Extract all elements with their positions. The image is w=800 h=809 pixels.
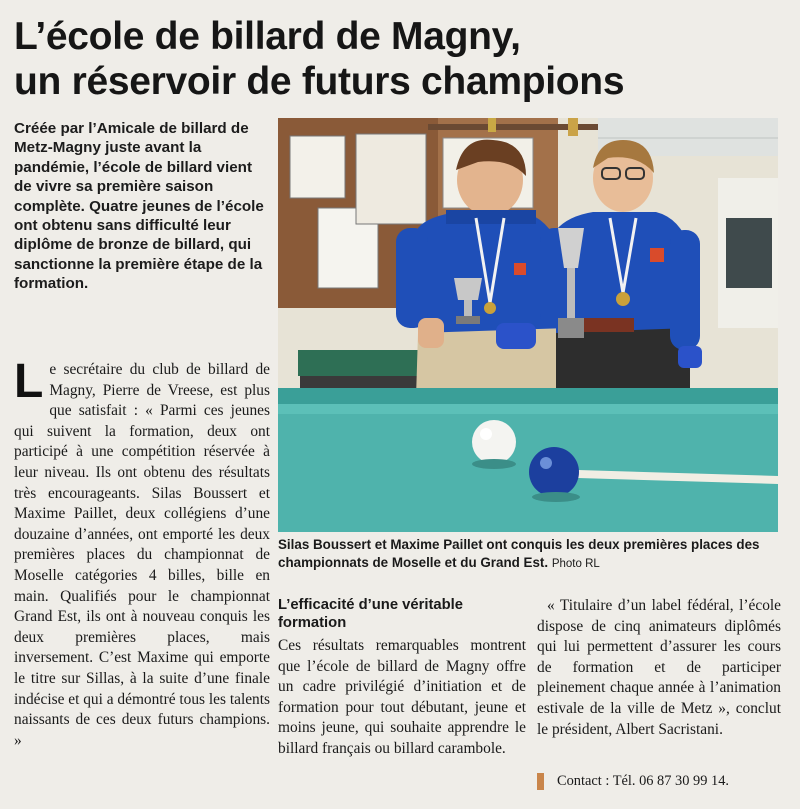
body-column-1 — [14, 355, 271, 751]
dropcap: L — [14, 355, 44, 408]
contact-text: Contact : Tél. 06 87 30 99 14. — [557, 773, 730, 789]
lead-paragraph: Créée par l’Amicale de billard de Metz-Magny juste avant la pandémie, l’école de billard vient de vivre sa première saison complète. Quatre jeunes de l’école ont obtenu sans difficulté leur diplôme de bronze de billard, qui sanctionne la première étape de la formation. — [14, 120, 264, 293]
photo-caption — [278, 536, 778, 573]
body-text-3: « Titulaire d’un label fédéral, l’école dispose de cinq animateurs diplômés qui lui permettent d’assurer les cours de formation et de participer pleinement chaque année à l’animation estivale de la ville de Metz », conclut le président, Albert Sacristani. — [537, 597, 781, 738]
contact-line — [537, 770, 781, 792]
accent-bar — [537, 773, 544, 790]
body-column-3 — [537, 596, 781, 740]
headline-line-2: un réservoir de futurs champions — [14, 60, 625, 103]
photo-illustration — [278, 118, 778, 532]
body-column-2: Ces résultats remarquables montrent que l’école de billard de Magny offre un cadre privilégié d’initiation et de formation pour tout débutant, jeune et moins jeune, qui souhaite apprendre le billard français ou billard carambole. — [278, 637, 526, 757]
section-subhead: L’efficacité d’une véritable formation — [278, 597, 464, 631]
article-photo — [278, 118, 778, 532]
caption-text: Silas Boussert et Maxime Paillet ont conquis les deux premières places des championnats de Moselle et du Grand Est. — [278, 537, 760, 570]
headline-line-1: L’école de billard de Magny, — [14, 15, 521, 58]
photo-credit: Photo RL — [551, 557, 600, 570]
headline — [14, 14, 784, 104]
body-text-1: e secrétaire du club de billard de Magny, Pierre de Vreese, est plus que satisfait : « Parmi ces jeunes qui suivent la formation, deux ont participé à une compétition réservée à leur niveau. Ils ont obtenu des résultats très encourageants. Silas Boussert et Maxime Paillet, deux collégiens d’une douzaine d’années, ont emporté les deux premières places du championnat de Moselle catégories 4 billes, bille en main. Qualifiés pour le championnat Grand Est, ils ont à nouveau conquis les deux premières places, mais inversement. C’est Maxime qui emporte le titre sur Sillas, à la suite d’une finale indécise et qui a démontré tous les talents naissants de ces deux futurs champions. » — [14, 361, 271, 749]
